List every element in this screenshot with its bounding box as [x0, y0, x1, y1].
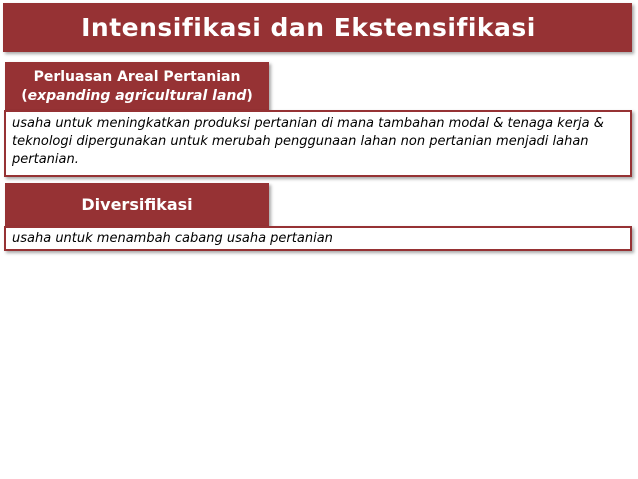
section-description: usaha untuk menambah cabang usaha pertanian: [12, 231, 333, 246]
section-tab-diversifikasi: [5, 183, 269, 226]
subheading-open-paren: (: [21, 87, 28, 104]
section-description: usaha untuk meningkatkan produksi pertanian di mana tambahan modal & tenaga kerja & teknologi dipergunakan untuk merubah penggunaan lahan non pertanian menjadi lahan pertanian.: [12, 116, 604, 167]
section-description-box: [4, 110, 632, 177]
slide-title-bar: [3, 3, 632, 52]
section-tab-perluasan-areal: [5, 62, 269, 111]
section-heading: Perluasan Areal Pertanian: [33, 68, 241, 85]
subheading-close-paren: ): [246, 87, 253, 104]
section-heading: Diversifikasi: [81, 195, 193, 214]
section-subheading: [21, 87, 253, 106]
subheading-italic-text: expanding agricultural land: [27, 87, 247, 104]
section-description-box: [4, 226, 632, 251]
slide-title: Intensifikasi dan Ekstensifikasi: [81, 13, 536, 42]
